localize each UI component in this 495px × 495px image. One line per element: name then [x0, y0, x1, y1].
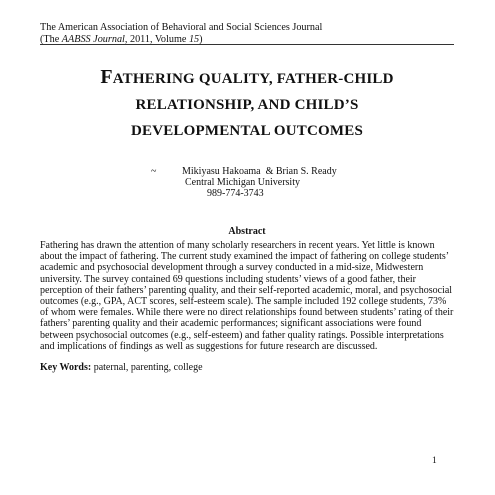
header-rule [40, 44, 454, 45]
journal-abbrev: AABSS Journal [61, 33, 125, 45]
keywords-label: Key Words: [40, 362, 92, 373]
keywords [40, 362, 454, 373]
journal-volume: 15 [188, 33, 200, 45]
author-ampersand: & [265, 166, 274, 177]
page-number: 1 [432, 456, 437, 466]
title-line-1 [40, 64, 454, 92]
author-names [182, 166, 337, 177]
title-line-3: DEVELOPMENTAL OUTCOMES [130, 123, 364, 139]
keywords-value: paternal, parenting, college [93, 362, 203, 373]
journal-header [40, 22, 440, 45]
title-initial: F [100, 66, 113, 88]
journal-name: The American Association of Behavioral and Social Sciences Journal [40, 22, 323, 33]
author-institution: Central Michigan University [185, 177, 300, 188]
citation-prefix: (The [40, 33, 62, 45]
abstract-heading: Abstract [228, 226, 266, 237]
citation-suffix: ) [199, 33, 203, 45]
title-line-1-rest: ATHERING QUALITY, FATHER-CHILD [112, 71, 394, 87]
abstract-body: Fathering has drawn the attention of many scholarly researchers in recent years. Yet little is known about the impact of fathering. The current study examined the impact of fathering on college students’ academic and psychosocial development through a survey conducted in a mid-size, Midwestern university. The survey contained 69 questions including students’ views of a good father, their perception of their fathers’ parenting quality, and their self-reported academic, moral, and psychosocial outcomes (e.g., GPA, ACT scores, self-esteem scale). The sample included 192 college students, 73% of whom were females. While there were no direct relationships found between students’ rating of their fathers’ parenting quality and their academic performances; significant associations were found between psychosocial outcomes (e.g., self-esteem) and father quality ratings. Possible interpretations and implications of findings as well as suggestions for future research are discussed. [40, 240, 454, 352]
title-line-2: RELATIONSHIP, AND CHILD’S [135, 97, 359, 113]
author-phone: 989-774-3743 [207, 188, 264, 199]
author-2: Brian S. Ready [275, 166, 337, 177]
citation-year: , 2011, Volume [124, 33, 189, 45]
author-tilde: ~ [151, 166, 157, 177]
author-1: Mikiyasu Hakoama [182, 166, 261, 177]
paper-title [40, 64, 454, 144]
